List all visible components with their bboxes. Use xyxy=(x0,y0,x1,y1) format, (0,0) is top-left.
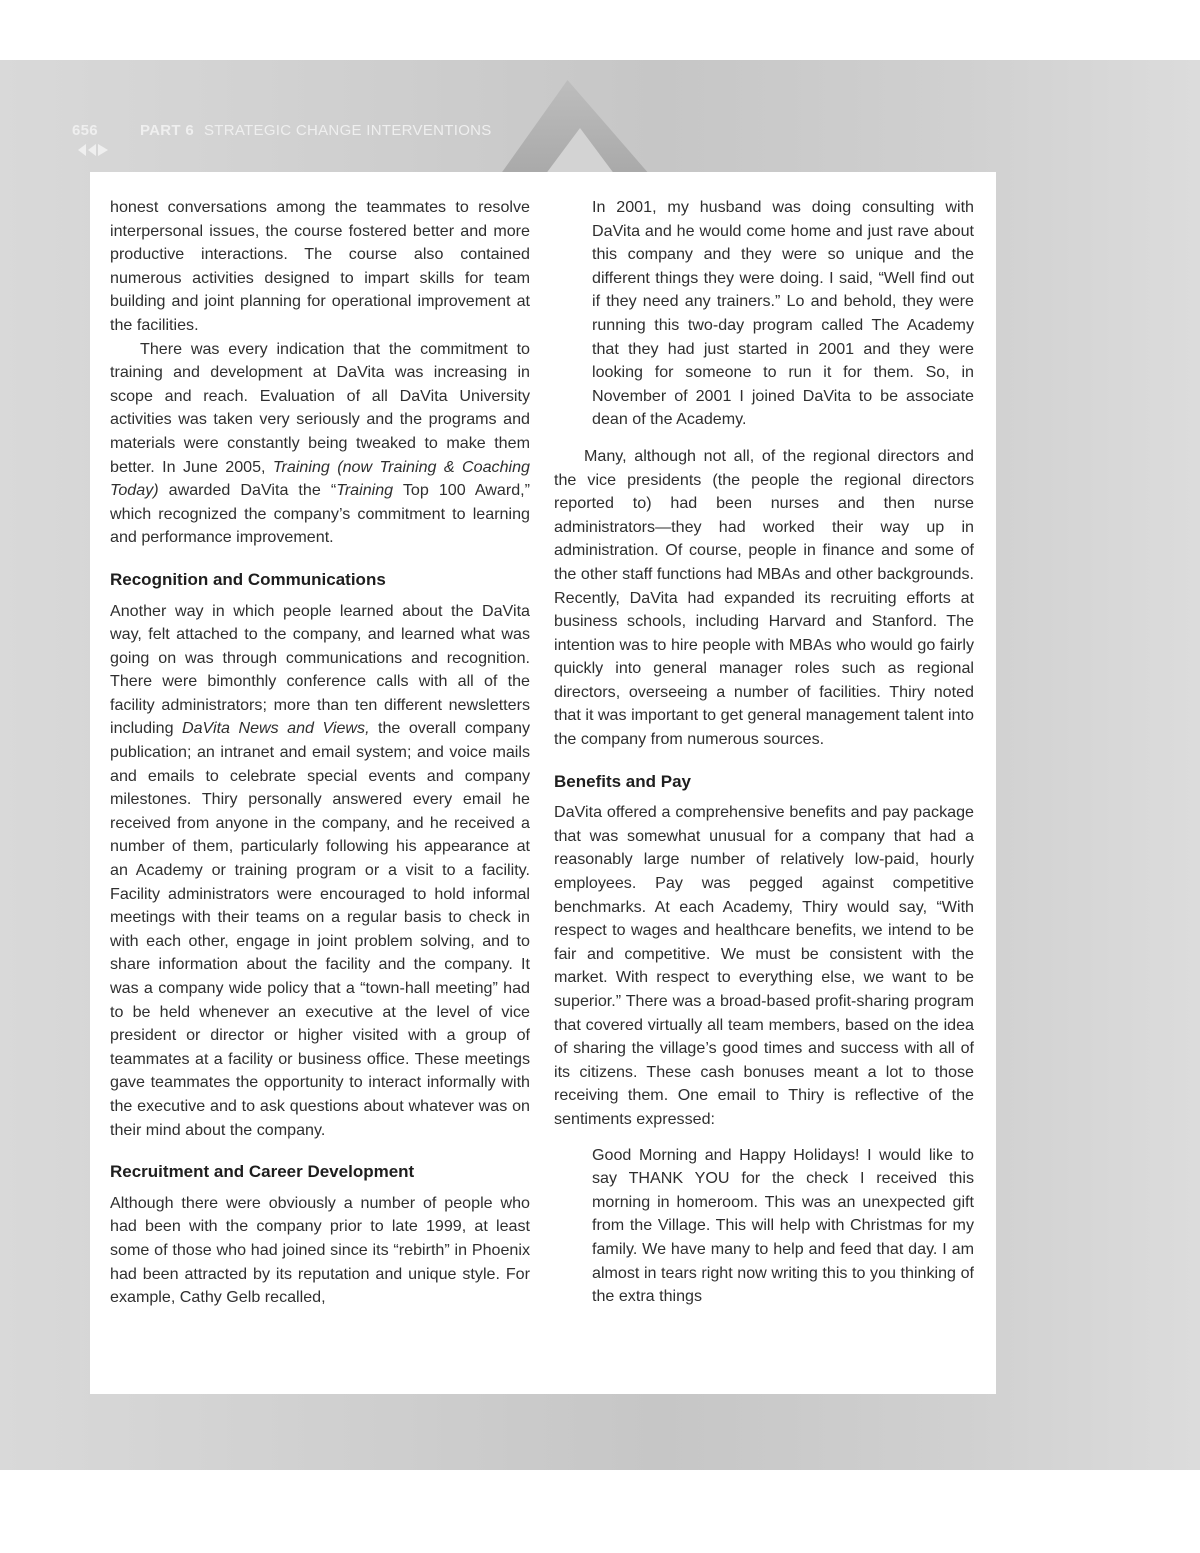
running-head xyxy=(72,118,492,142)
paragraph: Another way in which people learned about the DaVita way, felt attached to the company, and learned what was going on was through communications and recognition. There were bimonthly conference calls with all of the facility administrators; more than ten different newsletters including DaVita News and Views, the overall company publication; an intranet and email system; and voice mails and emails to celebrate special events and company milestones. Thiry personally answered every email he received from anyone in the company, and he received a number of them, particularly following his appearance at an Academy or training program or a visit to a facility. Facility administrators were encouraged to hold informal meetings with their teams on a regular basis to check in with each other, engage in joint problem solving, and to share information about the facility and the company. It was a company wide policy that a “town-hall meeting” had to be held whenever an executive at the level of vice president or director or higher visited with a group of teammates at a facility or business office. These meetings gave teammates the opportunity to interact informally with the executive and to ask questions about whatever was on their mind about the company. xyxy=(110,601,531,1139)
paragraph: Many, although not all, of the regional directors and the vice presidents (the people the regional directors reported to) had been nurses and then nurse administrators—they had worked their way up in administration. Of course, people in finance and some of the other staff functions had MBAs and other backgrounds. Recently, DaVita had expanded its recruiting efforts at business schools, including Harvard and Stanford. The intention was to hire people with MBAs who would go fairly quickly into general manager roles such as regional directors, overseeing a number of facilities. Thiry noted that it was important to get general management talent into the company from numerous sources. xyxy=(554,446,974,749)
paragraph: honest conversations among the teammates to resolve interpersonal issues, the course fostered better and more productive interactions. The course also contained numerous activities designed to impart skills for team building and joint planning for operational improvement at the facilities. xyxy=(110,198,530,334)
section-heading-benefits: Benefits and Pay xyxy=(554,771,691,791)
paragraph: Although there were obviously a number of people who had been with the company prior to late 1999, at least some of those who had joined since its “rebirth” in Phoenix had been attracted by its reputation and unique style. For example, Cathy Gelb recalled, xyxy=(110,1193,530,1307)
section-heading-recruitment: Recruitment and Career Development xyxy=(110,1162,415,1182)
part-label: PART 6 xyxy=(139,121,194,139)
paragraph: There was every indication that the commitment to training and development at DaVita was increasing in scope and reach. Evaluation of all DaVita University activities was taken very seriously and the programs and materials were constantly being tweaked to make them better. In June 2005, Training (now Training & Coaching Today) awarded DaVita the “Training Top 100 Award,” which recognized the company’s commitment to learning and performance improvement. xyxy=(110,339,530,547)
part-title: STRATEGIC CHANGE INTERVENTIONS xyxy=(203,121,492,139)
double-arrow-icon xyxy=(76,143,110,157)
page-number: 656 xyxy=(72,121,98,139)
left-column xyxy=(110,196,530,1310)
section-heading-recognition: Recognition and Communications xyxy=(110,569,386,589)
block-quote: Good Morning and Happy Holidays! I would like to say THANK YOU for the check I received this morning in homeroom. This was an unexpected gift from the Village. This will help with Christmas for my family. We have many to help and feed that day. I am almost in tears right now writing this to you thinking of the extra things xyxy=(592,1145,974,1306)
paragraph: DaVita offered a comprehensive benefits and pay package that was somewhat unusual for a company that had a reasonably large number of relatively low-paid, hourly employees. Pay was pegged against competitive benchmarks. At each Academy, Thiry would say, “With respect to wages and healthcare benefits, we intend to be fair and competitive. We must be consistent with the market. With respect to everything else, we want to be superior.” There was a broad-based profit-sharing program that covered virtually all team members, based on the idea of sharing the village’s good times and success with all of its citizens. These cash bonuses meant a lot to those receiving them. One email to Thiry is reflective of the sentiments expressed: xyxy=(554,803,974,1128)
right-column xyxy=(554,196,974,1309)
block-quote: In 2001, my husband was doing consulting with DaVita and he would come home and just rave about this company and they were so unique and the different things they were doing. I said, “Well find out if they need any trainers.” Lo and behold, they were running this two-day program called The Academy that they had just started in 2001 and they were looking for someone to run it for them. So, in November of 2001 I joined DaVita to be associate dean of the Academy. xyxy=(592,198,974,429)
